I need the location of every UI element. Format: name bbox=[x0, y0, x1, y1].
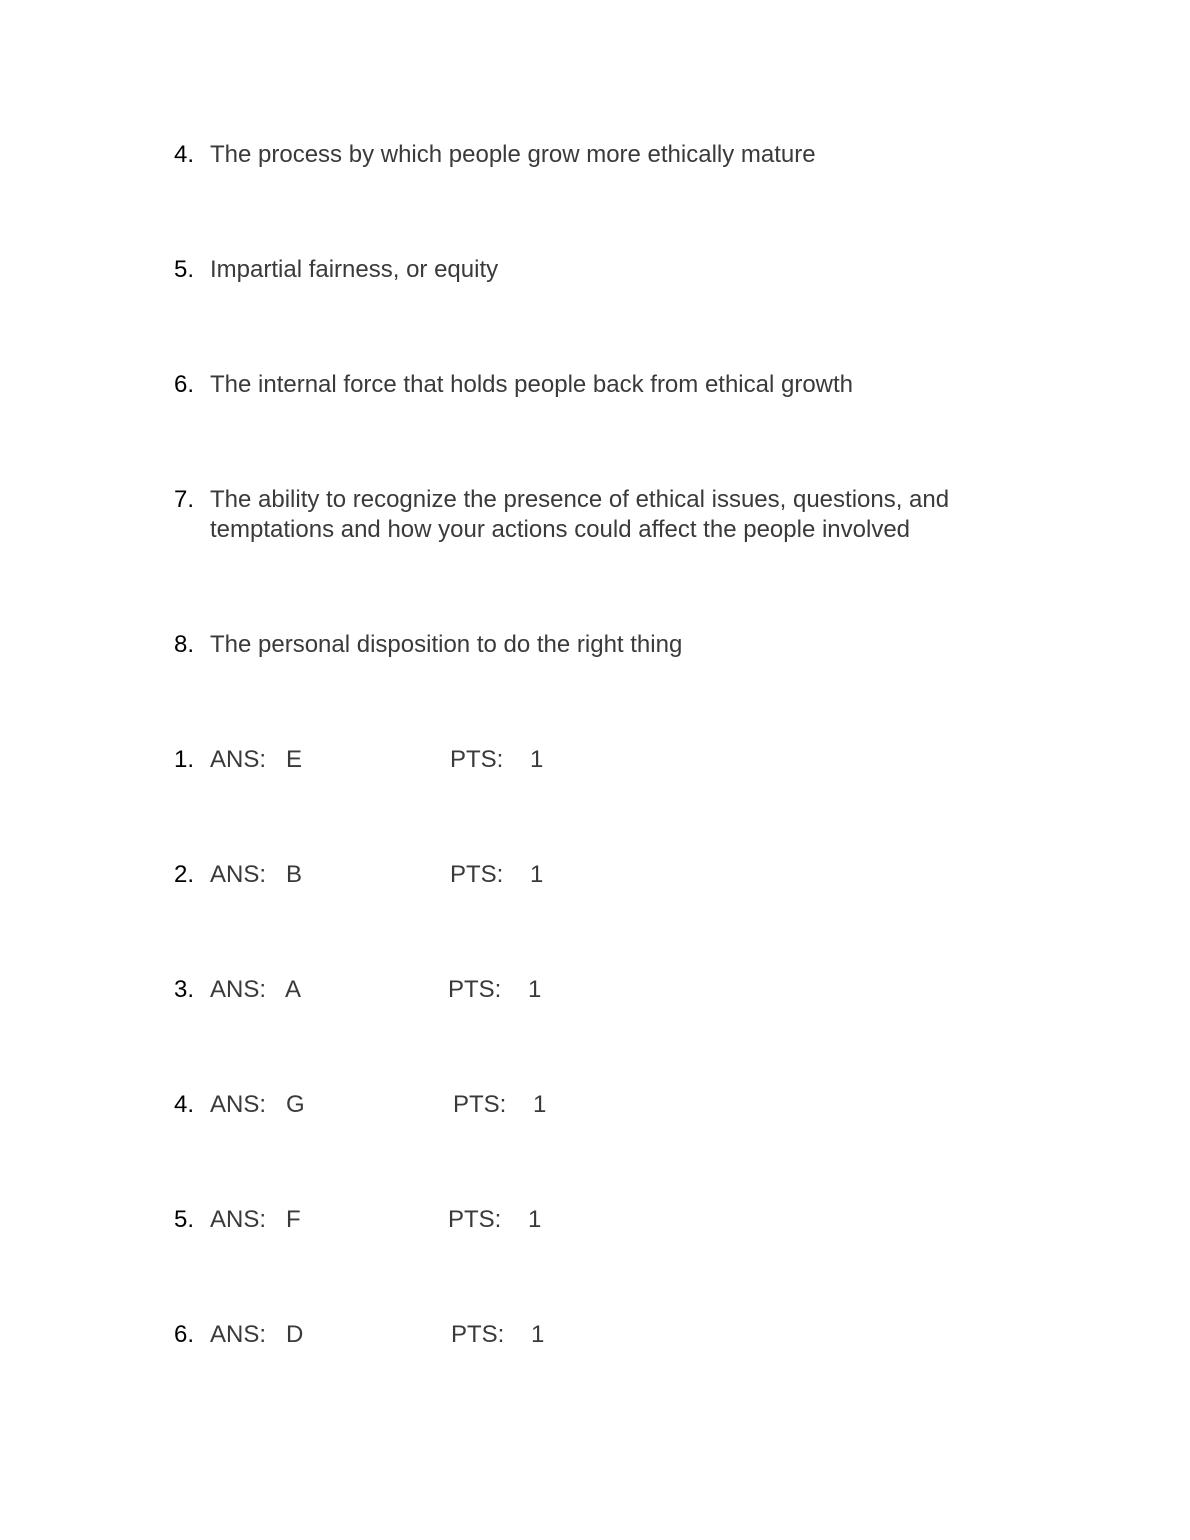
answer-line bbox=[210, 1320, 810, 1350]
answer-number: 2. bbox=[174, 861, 195, 888]
answer-number: 1. bbox=[174, 746, 195, 773]
answer-line bbox=[210, 860, 810, 890]
question-item-7 bbox=[174, 485, 1034, 545]
ans-label: ANS: bbox=[210, 1321, 267, 1348]
pts-value: 1 bbox=[533, 1091, 547, 1118]
answer-number: 5. bbox=[174, 1206, 195, 1233]
ans-label: ANS: bbox=[210, 1206, 267, 1233]
question-number: 5. bbox=[174, 256, 195, 283]
question-text: Impartial fairness, or equity bbox=[210, 256, 499, 283]
pts-label: PTS: bbox=[453, 1091, 507, 1118]
question-number: 6. bbox=[174, 371, 195, 398]
answer-number: 3. bbox=[174, 976, 195, 1003]
answer-line bbox=[210, 745, 810, 775]
pts-label: PTS: bbox=[448, 1206, 502, 1233]
ans-label: ANS: bbox=[210, 746, 267, 773]
question-number: 4. bbox=[174, 141, 195, 168]
ans-value: D bbox=[286, 1321, 304, 1348]
question-text: The process by which people grow more ethically mature bbox=[210, 141, 816, 168]
ans-label: ANS: bbox=[210, 861, 267, 888]
ans-value: F bbox=[286, 1206, 301, 1233]
pts-label: PTS: bbox=[448, 976, 502, 1003]
pts-label: PTS: bbox=[451, 1321, 505, 1348]
ans-label: ANS: bbox=[210, 1091, 267, 1118]
question-number: 8. bbox=[174, 631, 195, 658]
question-text: The internal force that holds people back from ethical growth bbox=[210, 371, 854, 398]
answer-line bbox=[210, 1090, 810, 1120]
answer-line bbox=[210, 975, 810, 1005]
pts-value: 1 bbox=[528, 976, 542, 1003]
answer-line bbox=[210, 1205, 810, 1235]
answer-number: 6. bbox=[174, 1321, 195, 1348]
ans-value: G bbox=[286, 1091, 305, 1118]
question-text: The ability to recognize the presence of ethical issues, questions, and temptations and how your actions could affect the people involved bbox=[210, 486, 950, 543]
pts-label: PTS: bbox=[450, 746, 504, 773]
ans-value: B bbox=[286, 861, 303, 888]
answer-number: 4. bbox=[174, 1091, 195, 1118]
pts-value: 1 bbox=[530, 746, 544, 773]
pts-value: 1 bbox=[528, 1206, 542, 1233]
ans-value: A bbox=[285, 976, 302, 1003]
pts-value: 1 bbox=[531, 1321, 545, 1348]
question-text: The personal disposition to do the right thing bbox=[210, 631, 683, 658]
ans-value: E bbox=[286, 746, 303, 773]
pts-label: PTS: bbox=[450, 861, 504, 888]
pts-value: 1 bbox=[530, 861, 544, 888]
ans-label: ANS: bbox=[210, 976, 267, 1003]
question-number: 7. bbox=[174, 486, 195, 513]
